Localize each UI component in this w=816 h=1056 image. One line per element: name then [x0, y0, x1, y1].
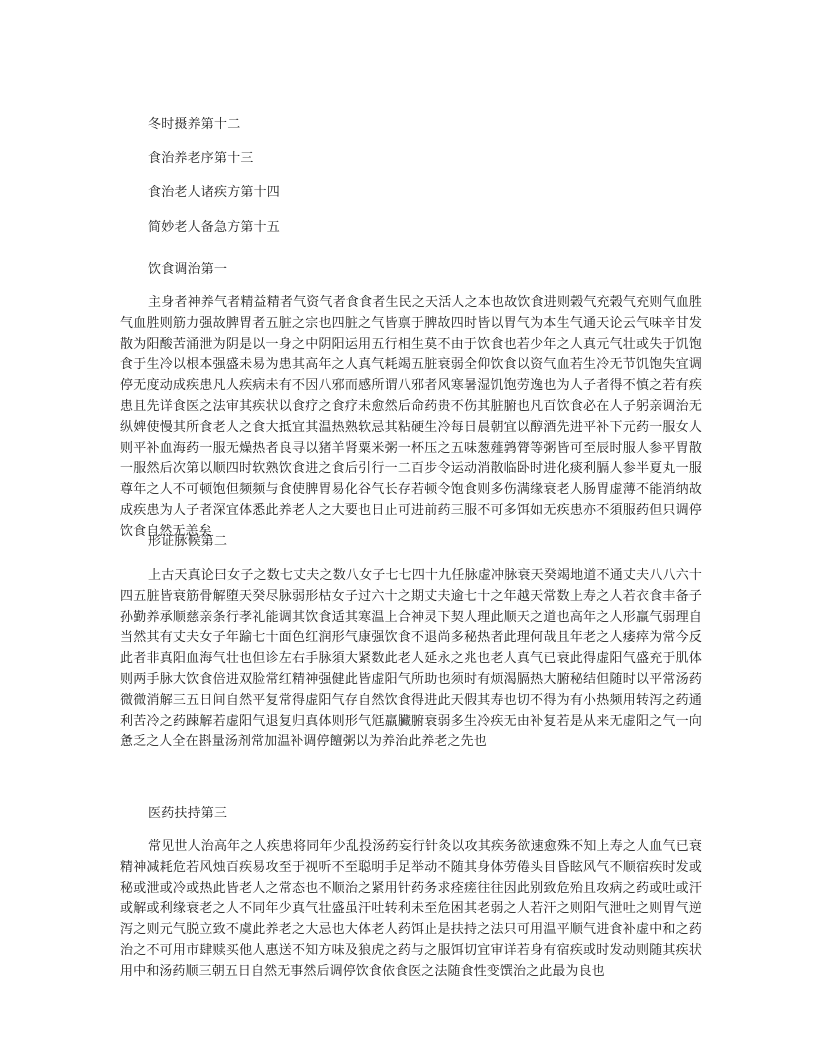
section-heading-medical-support: 医药扶持第三 [148, 806, 228, 821]
section-heading-diet-preface: 食治养老序第十三 [148, 151, 254, 166]
section-heading-elderly-disease-recipes: 食治老人诸疾方第十四 [148, 185, 281, 200]
paragraph-medical-support: 常见世人治高年之人疾患将同年少乱投汤药妄行针灸以攻其疾务欲速愈殊不知上寿之人血气已衰精神减耗危若风烛百疾易攻至于视听不至聪明手足举动不随其身体劳倦头目昏眩风气不顺宿疾时发或秘或泄或冷或热此皆老人之常态也不顺治之紧用针药务求痊瘥往往因此别致危殆且攻病之药或吐或汗或解或利缘衰老之人不同年少真气壮盛虽汗吐转利未至危困其老弱之人若汗之则阳气泄吐之则胃气逆泻之则元气脱立致不虞此养老之大忌也大体老人药饵止是扶持之法只可用温平顺气进食补虚中和之药治之不可用市肆赎买他人惠送不知方味及狼虎之药与之服饵切宜审详若身有宿疾或时发动则随其疾状用中和汤药顺三朝五日自然无事然后调停饮食依食医之法随食性变馔治之此最为良也 [120, 839, 702, 979]
paragraph-pulse-diagnosis: 上古天真论曰女子之数七丈夫之数八女子七七四十九任脉虚冲脉衰天癸竭地道不通丈夫八八六十四五脏皆衰筋骨解堕天癸尽脉弱形枯女子过六十之期丈夫逾七十之年越天常数上寿之人若衣食丰备子孙勤养承顺慈亲条行孝礼能调其饮食适其寒温上合神灵下契人理此顺天之道也高年之人形羸气弱理自当然其有丈夫女子年踰七十面色红润形气康强饮食不退尚多秘热者此理何哉且年老之人痿瘁为常今反此者非真阳血海气壮也但诊左右手脉須大紧数此老人延永之兆也老人真气已衰此得虚阳气盛充于肌体则两手脉大饮食倍进双脸常红精神强健此皆虚阳气所助也须时有烦渴膈热大腑秘结但随时以平常汤药微微消解三五日间自然平复常得虚阳气存自然饮食得进此天假其寿也切不得为有小热频用转泻之药通利苦冷之药踈解若虚阳气退复归真体则形气尩羸臟腑衰弱多生冷疾无由补复若是从来无虚阳之气一向惫乏之人全在斟量汤剂常加温补调停饘粥以为养治此养老之先也 [120, 568, 702, 750]
paragraph-diet-regulation: 主身者神养气者精益精者气资气者食食者生民之天活人之本也故饮食进则榖气充榖气充则气血胜气血胜则筋力强故脾胃者五脏之宗也四脏之气皆禀于脾故四时皆以胃气为本生气通天论云气味辛甘发散为阳酸苦涌泄为阴是以一身之中阴阳运用五行相生莫不由于饮食也若少年之人真元气壮或失于饥饱食于生冷以根本强盛未易为患其高年之人真气耗竭五脏衰弱全仰饮食以资气血若生冷无节饥饱失宜调停无度动成疾患凡人疾病未有不因八邪而感所谓八邪者风寒暑湿饥饱劳逸也为人子者得不慎之若有疾患且先详食医之法审其疾状以食疗之食疗未愈然后命药贵不伤其脏腑也凡百饮食必在人子躬亲调治无纵婢使慢其所食老人之食大抵宜其温热熟软忌其粘硬生冷每日晨朝宜以醇酒先进平补下元药一服女人则平补血海药一服无燥热者良寻以猪羊肾粟米粥一杯压之五味葱薤鹑膂等粥皆可至辰时服人参平胃散一服然后次第以顺四时软熟饮食进之食后引行一二百步令运动消散临卧时进化痰利膈人参半夏丸一服尊年之人不可顿饱但频频与食使脾胃易化谷气长存若顿令饱食则多伤满缘衰老人肠胃虚薄不能消纳故成疾患为人子者深宜体悉此养老人之大要也日止可进前药三服不可多饵如无疾患亦不須服药但只调停饮食自然无恙矣 [120, 295, 702, 539]
section-heading-emergency-recipes: 简妙老人备急方第十五 [148, 220, 281, 235]
section-heading-pulse-diagnosis: 形证脉候第二 [148, 534, 228, 549]
section-heading-winter-care: 冬时摄养第十二 [148, 117, 241, 132]
section-heading-diet-regulation: 饮食调治第一 [148, 262, 228, 277]
